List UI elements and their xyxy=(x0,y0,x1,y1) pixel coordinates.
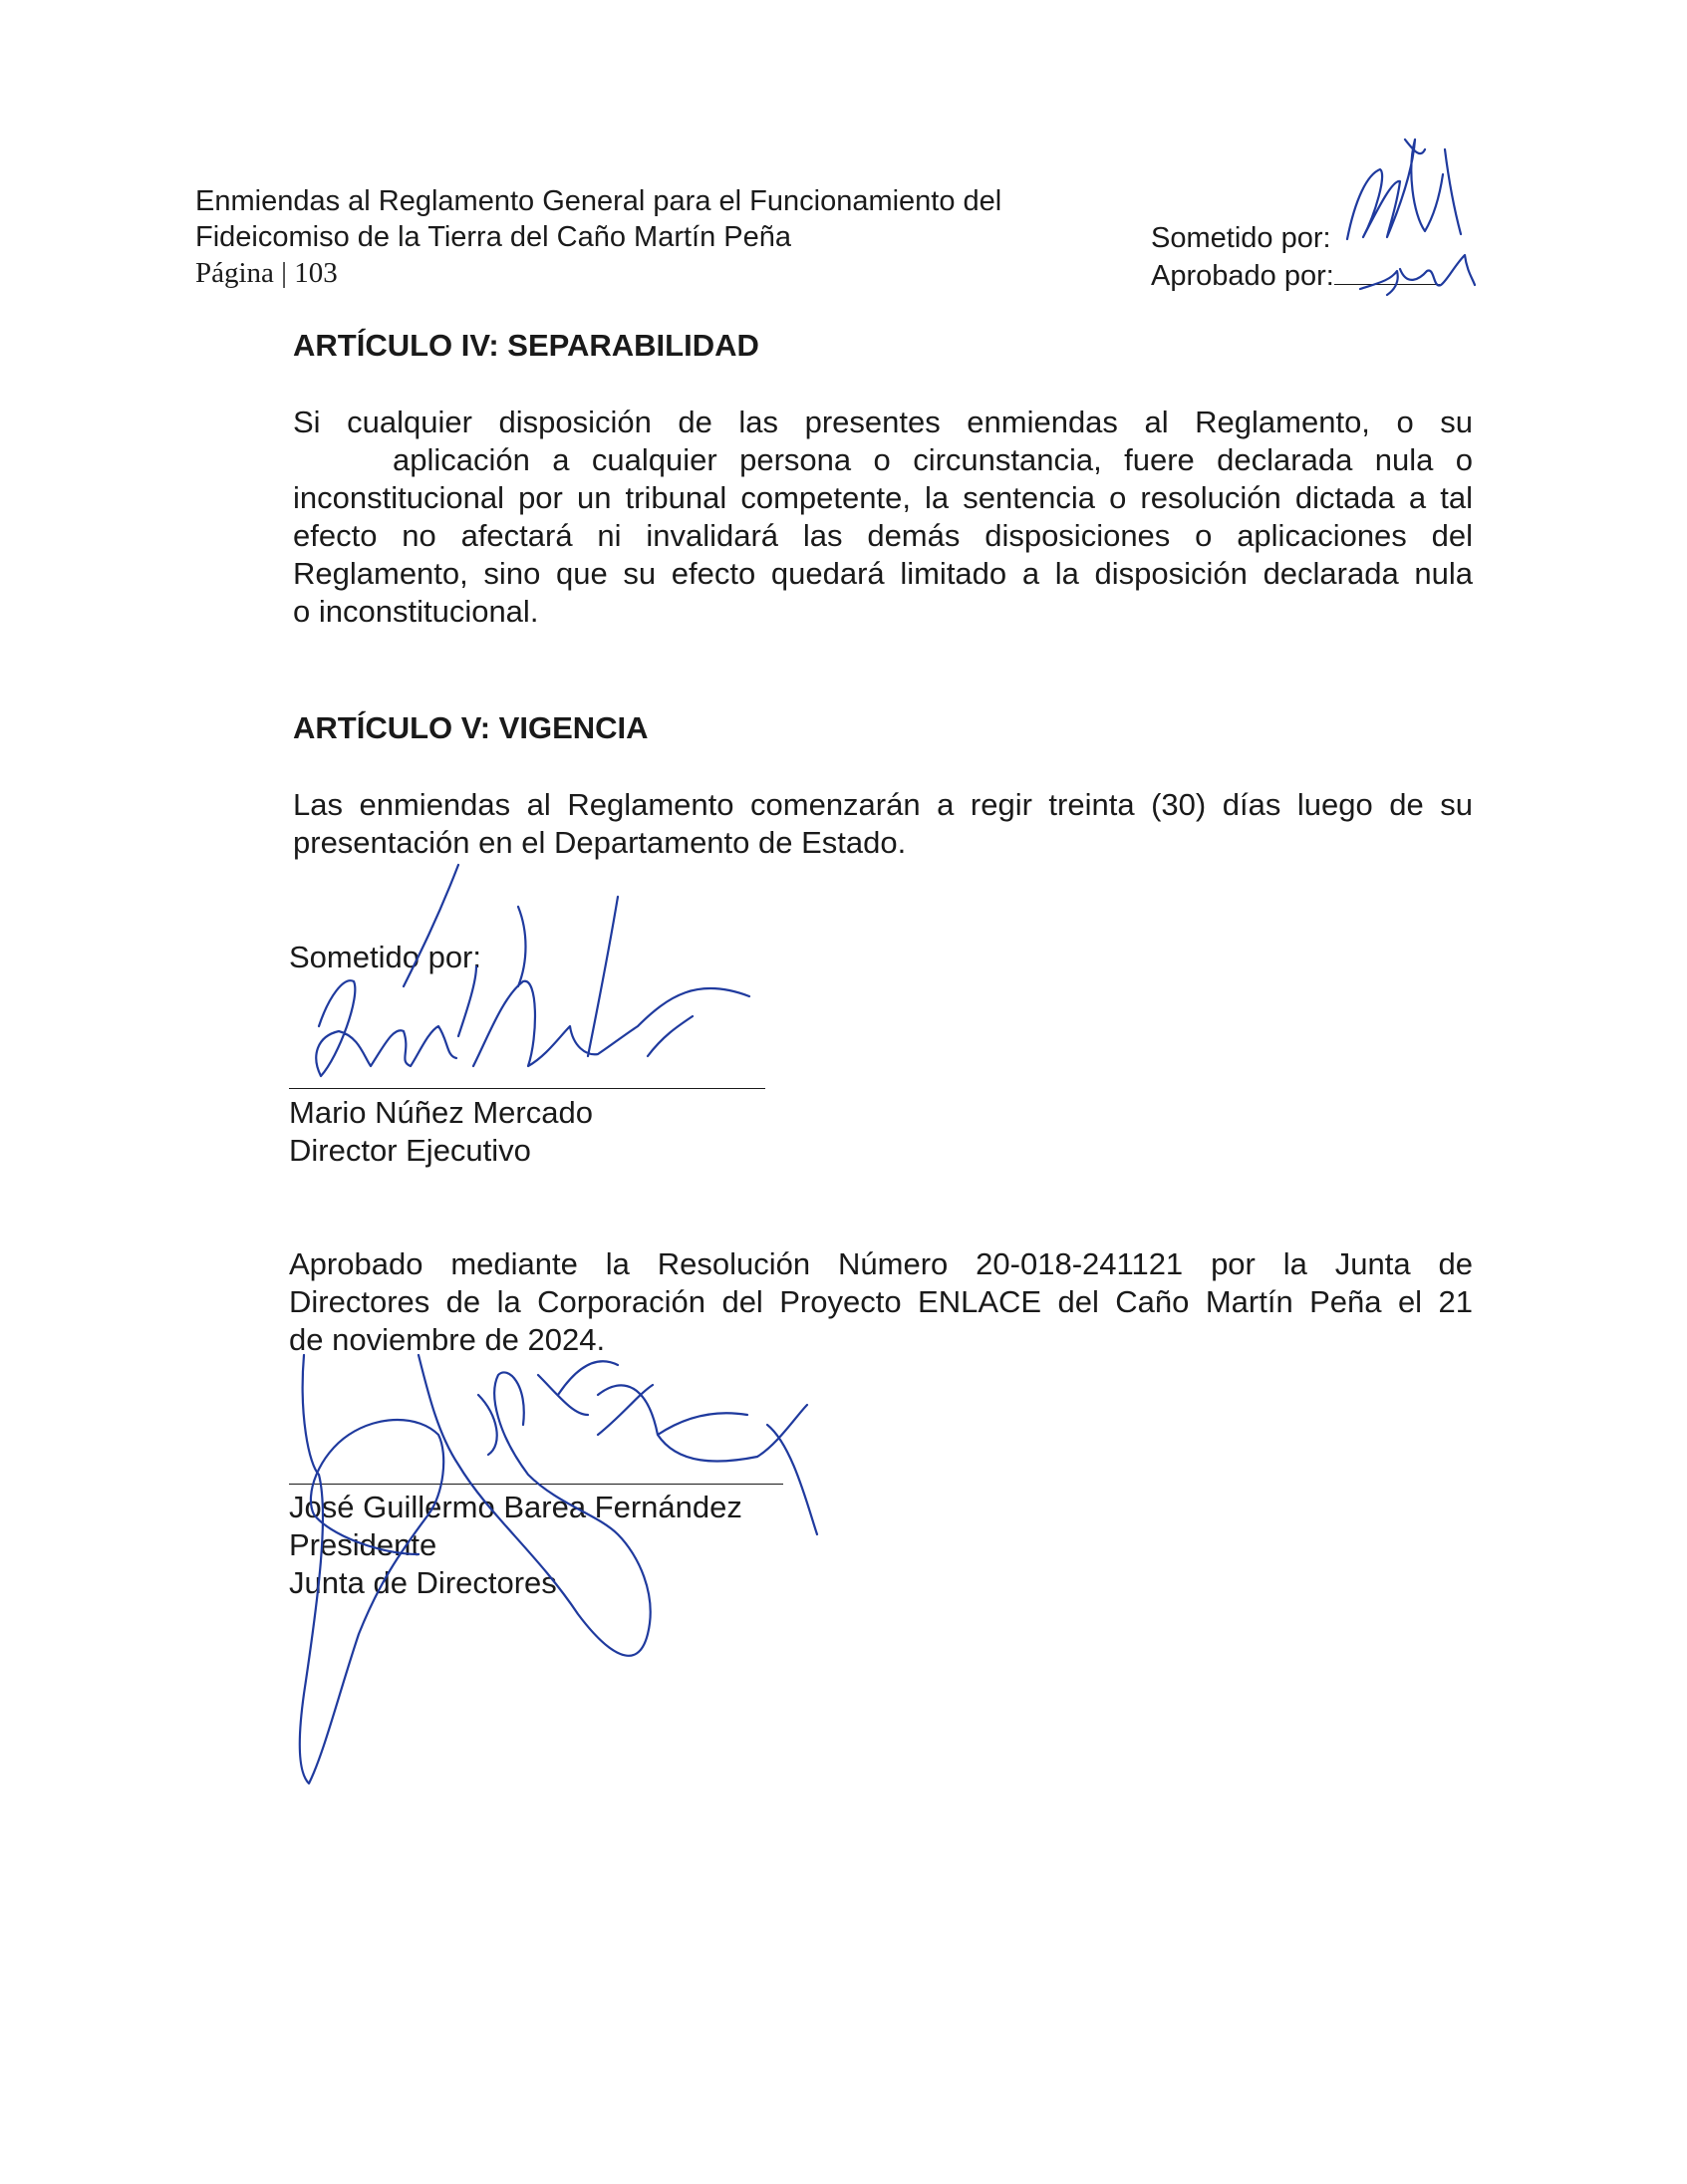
article-5-body xyxy=(293,786,1473,862)
signature-line-director xyxy=(289,1088,765,1089)
article-4-title: ARTÍCULO IV: SEPARABILIDAD xyxy=(293,328,759,363)
director-name: Mario Núñez Mercado xyxy=(289,1095,593,1130)
director-signature-block xyxy=(289,1094,593,1170)
approved-underline xyxy=(1334,258,1440,285)
article-4-line-4: efecto no afectará ni invalidará las demás disposiciones o aplicaciones del xyxy=(293,518,1473,553)
approval-line-2: Directores de la Corporación del Proyecto ENLACE del Caño Martín Peña el 21 xyxy=(289,1284,1473,1319)
approval-line-1: Aprobado mediante la Resolución Número 20-018-241121 por la Junta de xyxy=(289,1246,1473,1281)
page-number: Página | 103 xyxy=(195,257,338,289)
article-5-line-1: Las enmiendas al Reglamento comenzarán a regir treinta (30) días luego de su xyxy=(293,787,1473,822)
header-approved-label: Aprobado por: xyxy=(1151,260,1334,292)
article-4-line-5: Reglamento, sino que su efecto quedará limitado a la disposición declarada nula xyxy=(293,556,1473,591)
president-board: Junta de Directores xyxy=(289,1565,557,1600)
approval-line-3: de noviembre de 2024. xyxy=(289,1322,606,1357)
submitted-by-label: Sometido por: xyxy=(289,940,481,974)
article-5-line-2: presentación en el Departamento de Estado. xyxy=(293,825,907,860)
director-role: Director Ejecutivo xyxy=(289,1133,531,1168)
president-role: Presidente xyxy=(289,1527,437,1562)
header-line-1: Enmiendas al Reglamento General para el Funcionamiento del xyxy=(195,185,1002,217)
header-submitted-by xyxy=(1151,219,1450,257)
article-5-title: ARTÍCULO V: VIGENCIA xyxy=(293,710,649,745)
article-4-line-6: o inconstitucional. xyxy=(293,594,539,629)
article-4-line-2: aplicación a cualquier persona o circunstancia, fuere declarada nula o xyxy=(393,442,1473,477)
header-submitted-label: Sometido por: xyxy=(1151,222,1331,254)
article-4-line-3: inconstitucional por un tribunal competente, la sentencia o resolución dictada a tal xyxy=(293,480,1473,515)
signature-line-president xyxy=(289,1484,783,1485)
president-name: José Guillermo Barea Fernández xyxy=(289,1490,742,1524)
article-4-body xyxy=(293,404,1473,631)
president-signature-block xyxy=(289,1489,742,1602)
header-initials-block xyxy=(1151,219,1450,295)
header-approved-by xyxy=(1151,257,1450,295)
article-4-line-1: Si cualquier disposición de las presentes enmiendas al Reglamento, o su xyxy=(293,405,1473,439)
header-line-2: Fideicomiso de la Tierra del Caño Martín Peña xyxy=(195,221,792,253)
approval-paragraph xyxy=(289,1245,1473,1359)
document-header xyxy=(195,183,1092,291)
